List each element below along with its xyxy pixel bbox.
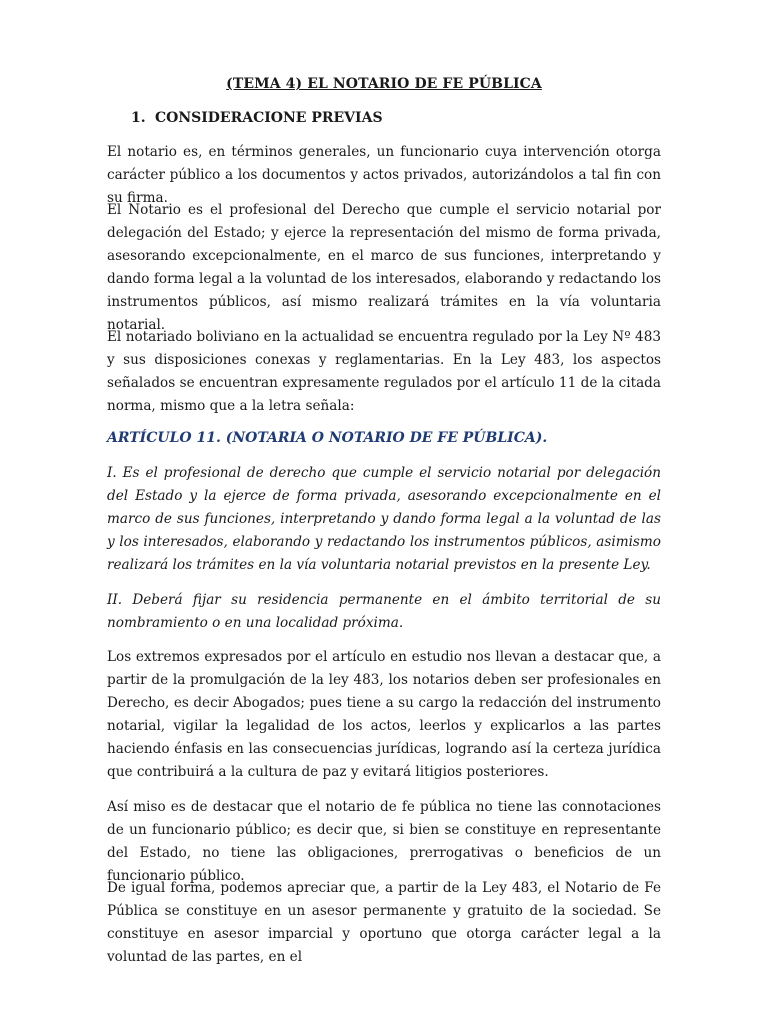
paragraph-notario-profesional: El Notario es el profesional del Derecho que cumple el servicio notarial por delegación del Estado; y ejerce la representación del mismo de forma privada, asesorando excepcionalmente, en el marco de sus funciones, interpretando y dando forma legal a la voluntad de los interesados, elaborando y redactando los instrumentos públicos, así mismo realizará trámites en la vía voluntaria notarial. [107, 202, 661, 333]
section-heading [131, 110, 383, 126]
section-label: CONSIDERACIONE PREVIAS [155, 110, 383, 126]
paragraph-asi-miso: Así miso es de destacar que el notario de fe pública no tiene las connotaciones de un funcionario público; es decir que, si bien se constituye en representante del Estado, no tiene las obligaciones, prerrogativas o beneficios de un funcionario público. [107, 799, 661, 884]
document-title: (TEMA 4) EL NOTARIO DE FE PÚBLICA [226, 76, 542, 92]
section-number: 1. [131, 110, 146, 126]
paragraph-notariado-boliviano: El notariado boliviano en la actualidad se encuentra regulado por la Ley Nº 483 y sus disposiciones conexas y reglamentarias. En la Ley 483, los aspectos señalados se encuentran expresamente regulados por el artículo 11 de la citada norma, mismo que a la letra señala: [107, 329, 661, 414]
paragraph-extremos: Los extremos expresados por el artículo en estudio nos llevan a destacar que, a partir de la promulgación de la ley 483, los notarios deben ser profesionales en Derecho, es decir Abogados; pues tiene a su cargo la redacción del instrumento notarial, vigilar la legalidad de los actos, leerlos y explicarlos a las partes haciendo énfasis en las consecuencias jurídicas, logrando así la certeza jurídica que contribuirá a la cultura de paz y evitará litigios posteriores. [107, 649, 661, 780]
paragraph-igual-forma: De igual forma, podemos apreciar que, a partir de la Ley 483, el Notario de Fe Pública se constituye en un asesor permanente y gratuito de la sociedad. Se constituye en asesor imparcial y oportuno que otorga carácter legal a la voluntad de las partes, en el [107, 880, 661, 965]
paragraph-notario-definition: El notario es, en términos generales, un funcionario cuya intervención otorga carácter público a los documentos y actos privados, autorizándolos a tal fin con su firma. [107, 144, 661, 206]
article-title: ARTÍCULO 11. (NOTARIA O NOTARIO DE FE PÚBLICA). [107, 430, 548, 446]
article-clause-ii: II. Deberá fijar su residencia permanente en el ámbito territorial de su nombramiento o en una localidad próxima. [107, 592, 661, 631]
article-clause-i: I. Es el profesional de derecho que cumple el servicio notarial por delegación del Estado y la ejerce de forma privada, asesorando excepcionalmente en el marco de sus funciones, interpretando y dando forma legal a la voluntad de las y los interesados, elaborando y redactando los instrumentos públicos, asimismo realizará los trámites en la vía voluntaria notarial previstos en la presente Ley. [107, 465, 661, 573]
